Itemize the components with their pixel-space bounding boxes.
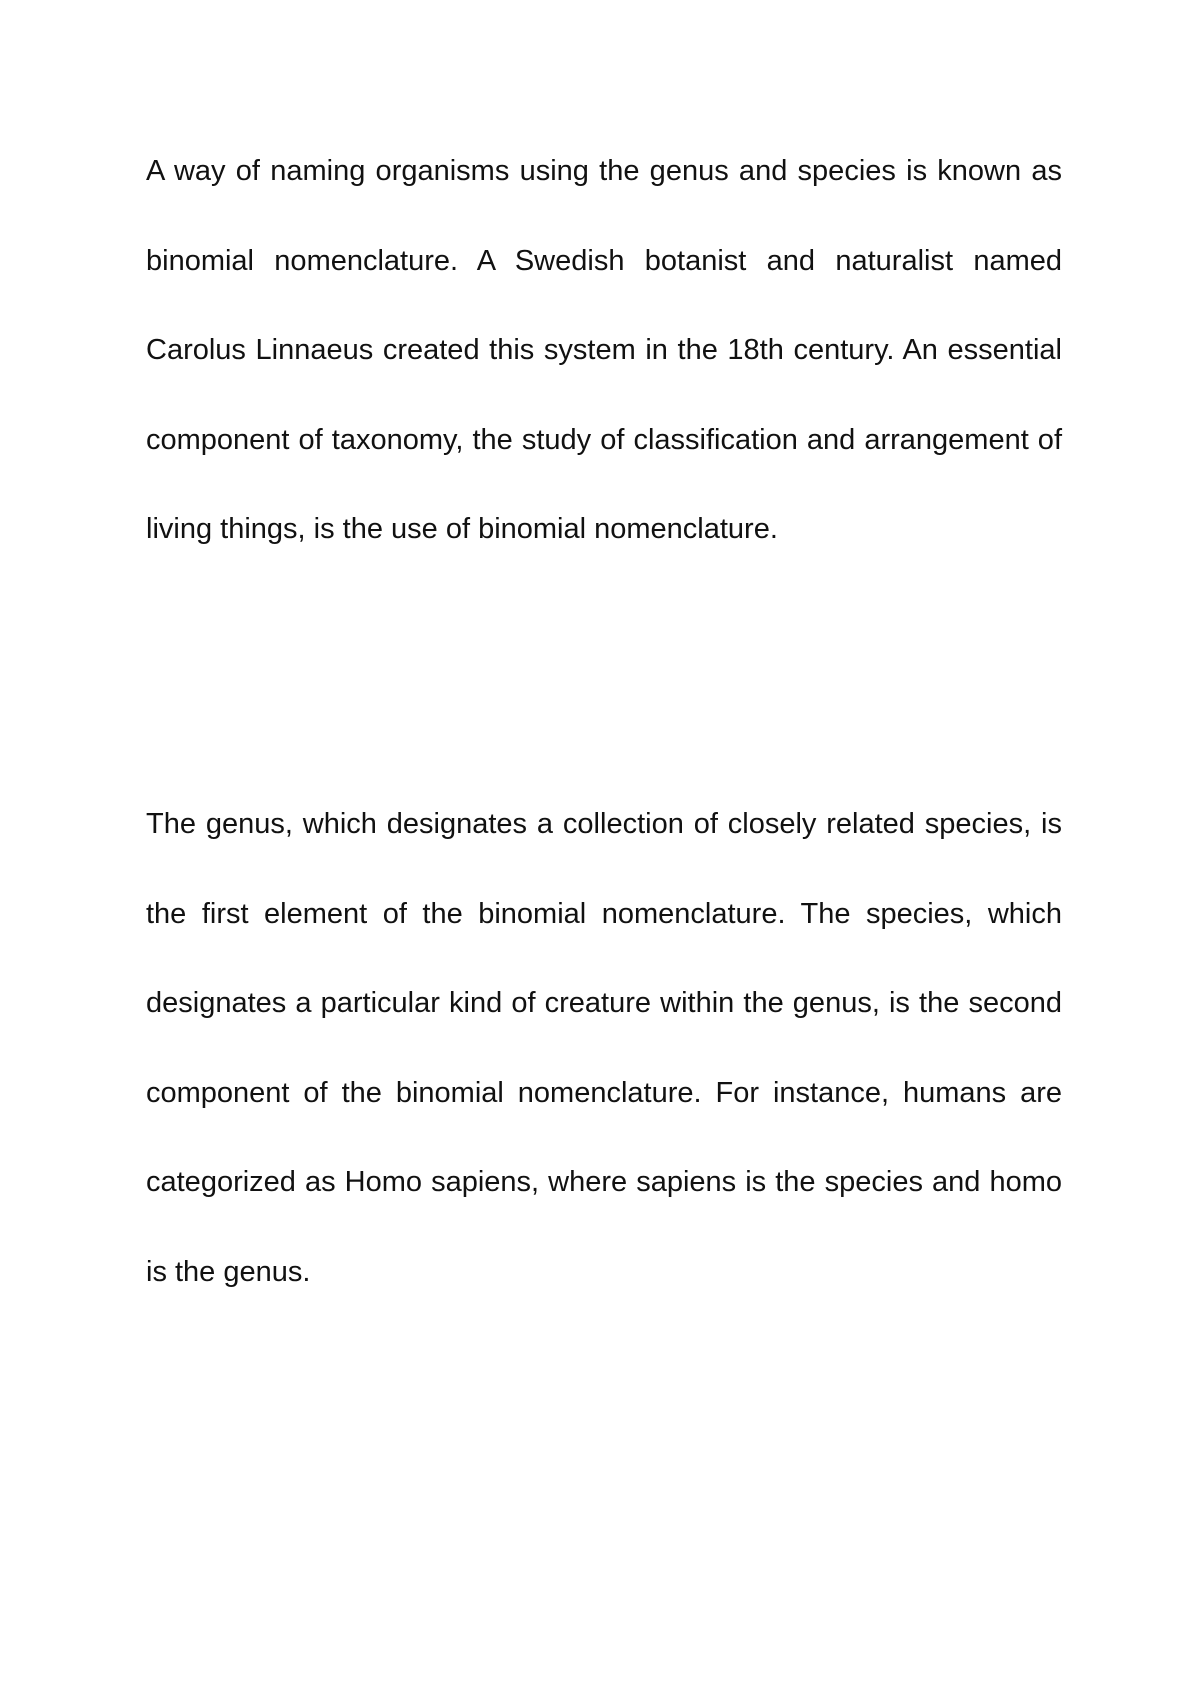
paragraph-genus-species-explanation: The genus, which designates a collection of closely related species, is the first element of the binomial nomenclature. The species, which designates a particular kind of creature within the genus, is the second component of the binomial nomenclature. For instance, humans are categorized as Homo sapiens, where sapiens is the species and homo is the genus. [146, 808, 1062, 1288]
paragraph-binomial-nomenclature-intro: A way of naming organisms using the genus and species is known as binomial nomenclature. A Swedish botanist and naturalist named Carolus Linnaeus created this system in the 18th century. An essential component of taxonomy, the study of classification and arrangement of living things, is the use of binomial nomenclature. [146, 155, 1062, 545]
